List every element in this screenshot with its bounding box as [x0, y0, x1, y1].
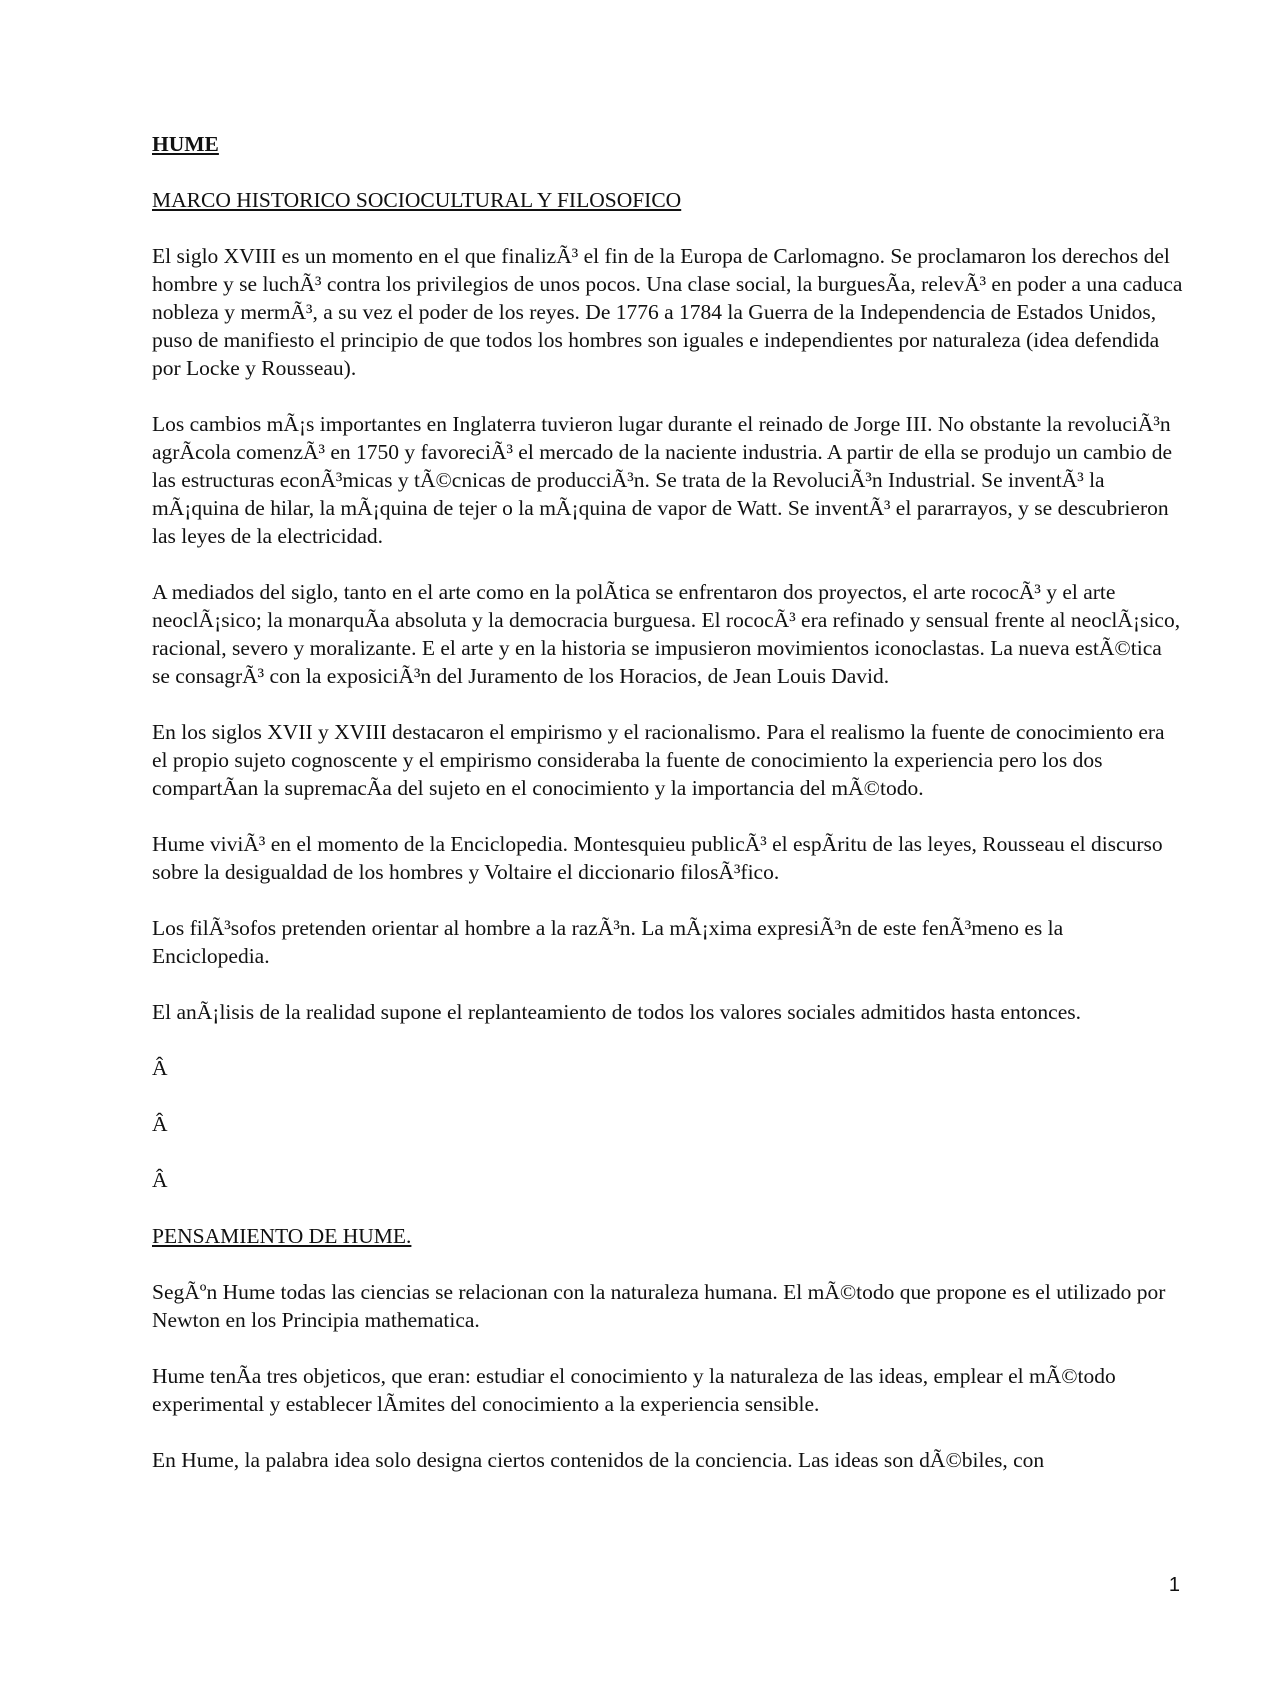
section-heading-pensamiento: PENSAMIENTO DE HUME.	[152, 1224, 412, 1248]
paragraph-objetivos: Hume tenÃa tres objeticos, que eran: estudiar el conocimiento y la naturaleza de las ideas, emplear el mÃ©todo experimental y establecer lÃmites del conocimiento a la experiencia sensible.	[152, 1364, 1116, 1416]
paragraph-rococo-neoclasico: A mediados del siglo, tanto en el arte como en la polÃtica se enfrentaron dos proyectos, el arte rococÃ³ y el arte neoclÃ¡sico; la monarquÃa absoluta y la democracia burguesa. El rococÃ³ era refinado y sensual frente al neoclÃ¡sico, racional, severo y moralizante. E el arte y en la historia se impusieron movimientos iconoclastas. La nueva estÃ©tica se consagrÃ³ con la exposiciÃ³n del Juramento de los Horacios, de Jean Louis David.	[152, 580, 1181, 688]
paragraph-cambios-inglaterra: Los cambios mÃ¡s importantes en Inglaterra tuvieron lugar durante el reinado de Jorge III. No obstante la revoluciÃ³n agrÃcola comenzÃ³ en 1750 y favoreciÃ³ el mercado de la naciente industria. A partir de ella se produjo un cambio de las estructuras econÃ³micas y tÃ©cnicas de producciÃ³n. Se trata de la RevoluciÃ³n Industrial. Se inventÃ³ la mÃ¡quina de hilar, la mÃ¡quina de tejer o la mÃ¡quina de vapor de Watt. Se inventÃ³ el pararrayos, y se descubrieron las leyes de la electricidad.	[152, 412, 1173, 548]
document-body	[152, 130, 1184, 1502]
stray-character: Â	[152, 1056, 168, 1080]
paragraph-analisis-realidad: El anÃ¡lisis de la realidad supone el replanteamiento de todos los valores sociales admitidos hasta entonces.	[152, 1000, 1082, 1024]
paragraph-ideas: En Hume, la palabra idea solo designa ciertos contenidos de la conciencia. Las ideas son dÃ©biles, con	[152, 1448, 1045, 1472]
paragraph-siglo-xviii: El siglo XVIII es un momento en el que finalizÃ³ el fin de la Europa de Carlomagno. Se proclamaron los derechos del hombre y se luchÃ³ contra los privilegios de unos pocos. Una clase social, la burguesÃa, relevÃ³ en poder a una caduca nobleza y mermÃ³, a su vez el poder de los reyes. De 1776 a 1784 la Guerra de la Independencia de Estados Unidos, puso de manifiesto el principio de que todos los hombres son iguales e independientes por naturaleza (idea defendida por Locke y Rousseau).	[152, 244, 1183, 380]
paragraph-ciencias-naturaleza: SegÃºn Hume todas las ciencias se relacionan con la naturaleza humana. El mÃ©todo que propone es el utilizado por Newton en los Principia mathematica.	[152, 1280, 1166, 1332]
paragraph-enciclopedia: Hume viviÃ³ en el momento de la Enciclopedia. Montesquieu publicÃ³ el espÃritu de las leyes, Rousseau el discurso sobre la desigualdad de los hombres y Voltaire el diccionario filosÃ³fico.	[152, 832, 1163, 884]
document-title: HUME	[152, 132, 219, 156]
paragraph-empirismo-racionalismo: En los siglos XVII y XVIII destacaron el empirismo y el racionalismo. Para el realismo la fuente de conocimiento era el propio sujeto cognoscente y el empirismo consideraba la fuente de conocimiento la experiencia pero los dos compartÃan la supremacÃa del sujeto en el conocimiento y la importancia del mÃ©todo.	[152, 720, 1165, 800]
section-heading-marco-historico: MARCO HISTORICO SOCIOCULTURAL Y FILOSOFICO	[152, 188, 682, 212]
stray-character: Â	[152, 1168, 168, 1192]
stray-character: Â	[152, 1112, 168, 1136]
paragraph-filosofos: Los filÃ³sofos pretenden orientar al hombre a la razÃ³n. La mÃ¡xima expresiÃ³n de este fenÃ³meno es la Enciclopedia.	[152, 916, 1064, 968]
page-number: 1	[1168, 1574, 1180, 1596]
